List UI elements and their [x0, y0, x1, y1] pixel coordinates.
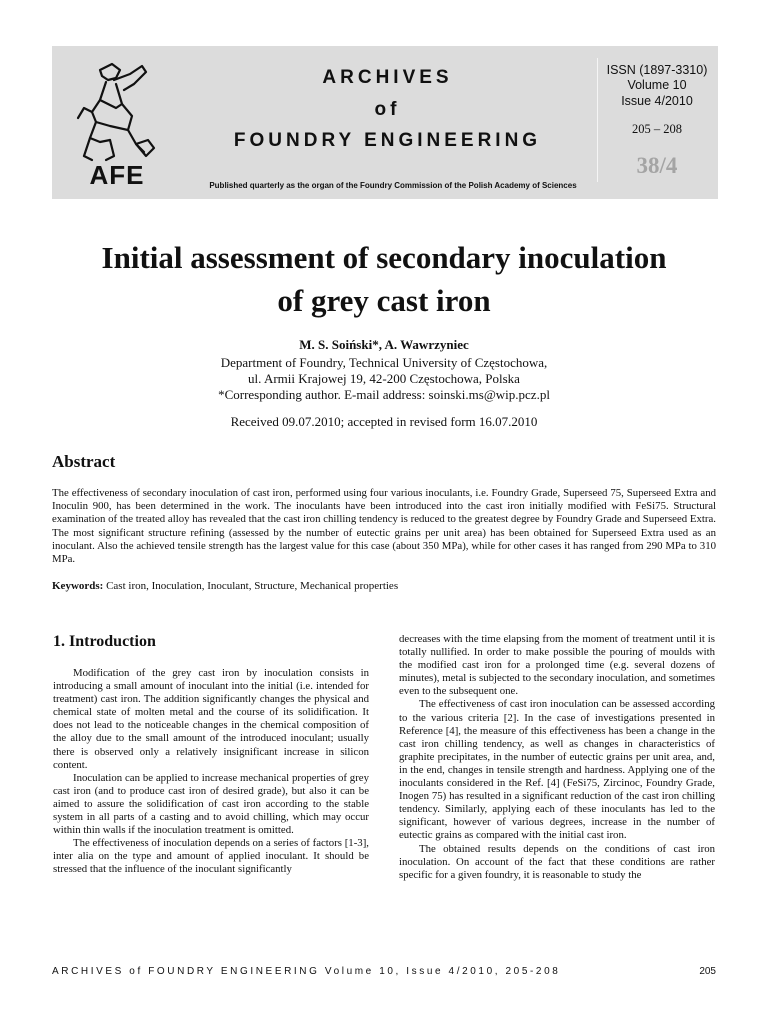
journal-title-line2: of	[374, 99, 401, 120]
paper-title-line2: of grey cast iron	[277, 283, 491, 318]
section-heading-introduction: 1. Introduction	[53, 633, 156, 650]
right-column	[399, 633, 715, 882]
received-dates: Received 09.07.2010; accepted in revised form 16.07.2010	[230, 414, 538, 429]
footer-journal-citation: ARCHIVES of FOUNDRY ENGINEERING Volume 10, Issue 4/2010, 205-208	[52, 966, 561, 977]
logo-text: AFE	[89, 160, 145, 190]
abstract-heading: Abstract	[52, 452, 116, 471]
paragraph: decreases with the time elapsing from the moment of treatment until it is totally nullified. In order to make possible the pouring of moulds with the modified cast iron for a prolonged time (e.g. several dozens of minutes), metal is subjected to the secondary inoculation, and sometimes even to the subsequent one.	[399, 633, 715, 698]
issue-code: 38/4	[636, 153, 678, 178]
left-column	[53, 667, 369, 877]
journal-title-line3: FOUNDRY ENGINEERING	[233, 130, 542, 151]
affiliation-department: Department of Foundry, Technical University of Częstochowa,	[220, 355, 548, 370]
keywords-label: Keywords:	[52, 580, 104, 592]
paragraph: Inoculation can be applied to increase mechanical properties of grey cast iron (and to produce cast iron of desired grade), but also it can be aimed to assure the solidification of cast iron according to the stable system in all parts of a casting and to avoid chilling, which may occur within thin walls if the inoculation treatment is omitted.	[53, 771, 369, 837]
paragraph: The effectiveness of inoculation depends on a series of factors [1-3], inter alia on the type and amount of applied inoculant. It should be stressed that the influence of the inoculant significantly	[53, 837, 369, 876]
paper-title	[40, 236, 728, 322]
issn: ISSN (1897-3310)	[606, 63, 708, 77]
paragraph: The effectiveness of cast iron inoculation can be assessed according to the various criteria [2]. In the case of investigations presented in Reference [4], the measure of this effectiveness has been a change in the cast iron chilling tendency, as well as changes in characteristics of graphite precipitates, in the number of eutectic grains per unit area, and, in the end, changes in tensile strength and hardness. Applying one of the inoculants considered in the Ref. [4] (FeSi75, Zircinoc, Foundry Grade, Inogen 75) has resulted in a significant reduction of the cast iron chilling tendency. Similarly, applying each of these inoculants has led to the significant, however of various degrees, increase in the number of eutectic grains as compared with the initial cast iron.	[399, 698, 715, 842]
paragraph: The obtained results depends on the conditions of cast iron inoculation. On account of the fact that these conditions are rather specific for a given foundry, it is reasonable to study the	[399, 842, 715, 881]
affiliation-address: ul. Armii Krajowej 19, 42-200 Częstochowa, Polska	[248, 371, 520, 386]
corresponding-author: *Corresponding author. E-mail address: soinski.ms@wip.pcz.pl	[218, 387, 550, 402]
authors: M. S. Soiński*, A. Wawrzyniec	[299, 337, 469, 352]
journal-title-line1: ARCHIVES	[322, 67, 453, 88]
issue: Issue 4/2010	[621, 94, 693, 108]
volume: Volume 10	[627, 78, 687, 92]
paper-title-line1: Initial assessment of secondary inoculation	[101, 240, 667, 275]
footer-page-number: 205	[699, 966, 716, 977]
paragraph: Modification of the grey cast iron by inoculation consists in introducing a small amount of inoculant into the initial (i.e. intended for treatment) cast iron. The addition significantly changes the physical and chemical state of molten metal and the course of its solidification. It does not lead to the noticeable changes in the chemical composition of the alloy due to the small amount of the introduced inoculant; usually there is observed only a relatively insignificant increase in silicon content.	[53, 667, 369, 771]
keywords	[52, 580, 716, 592]
page-range: 205 – 208	[632, 122, 682, 136]
journal-tagline: Published quarterly as the organ of the Foundry Commission of the Polish Academy of Sciences	[209, 181, 577, 190]
abstract-text: The effectiveness of secondary inoculation of cast iron, performed using four various inoculants, i.e. Foundry Grade, Superseed 75, Superseed Extra and Inoculin 900, has been determined in the work. The inoculants have been introduced into the cast iron initially modified with FeSi75. Structural examination of the treated alloy has revealed that the cast iron chilling tendency is reduced to the greatest degree by Foundry Grade and Superseed Extra. The most significant structure refining (assessed by the number of eutectic grains per unit area) has been obtained for Superseed Extra used as an inoculant. Also the achieved tensile strength has the largest value for this case (about 350 MPa), while for other cases it has ranged from 290 MPa to 310 MPa.	[52, 487, 716, 566]
keywords-list: Cast iron, Inoculation, Inoculant, Structure, Mechanical properties	[106, 580, 399, 592]
